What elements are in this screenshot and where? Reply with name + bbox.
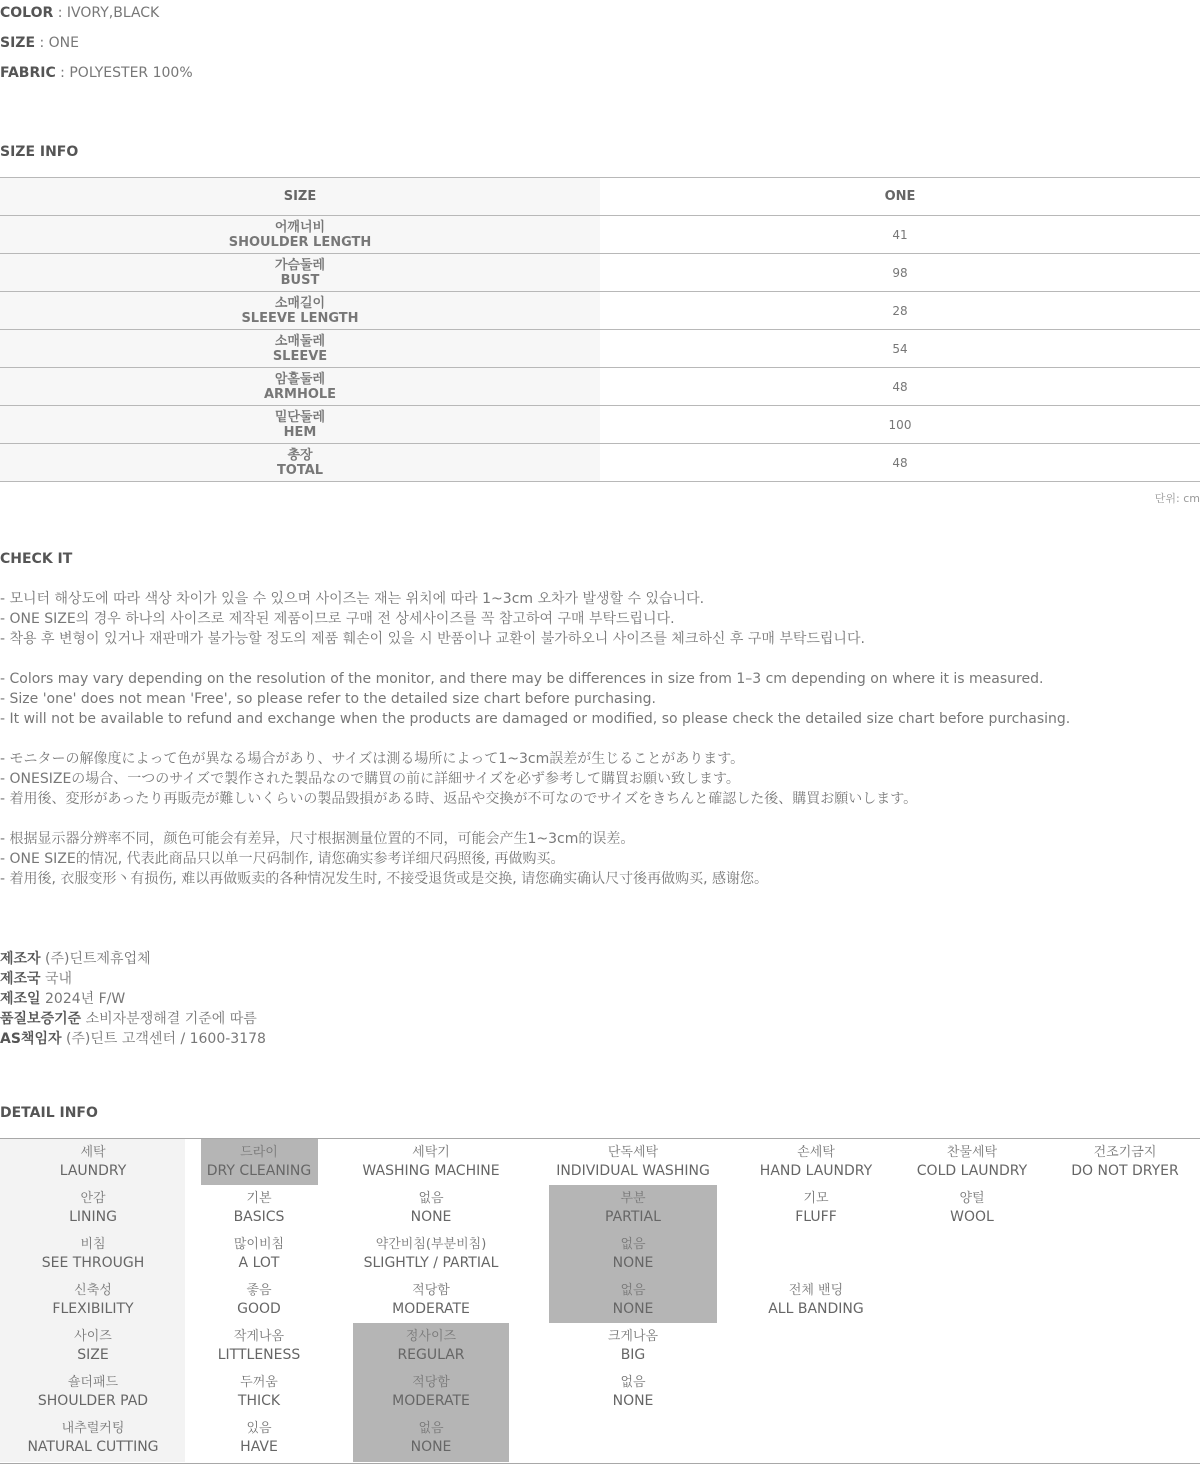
- row-label-ko: 어깨너비: [274, 219, 326, 235]
- detail-text-en: MODERATE: [392, 1393, 470, 1409]
- detail-option: [184, 1328, 334, 1364]
- check-line: - Colors may vary depending on the resolution of the monitor, and there may be differences in size from 1–3 cm depending on where it is measured.: [0, 671, 1044, 687]
- detail-option: [184, 1144, 334, 1180]
- detail-text-ko: 크게나옴: [607, 1329, 659, 1344]
- detail-option: [336, 1144, 526, 1180]
- unit-note: 단위: cm: [1154, 492, 1200, 505]
- detail-text-ko: 단독세탁: [607, 1145, 659, 1160]
- size-spec: [0, 34, 79, 52]
- date-value: 2024년 F/W: [40, 991, 126, 1007]
- detail-row-label: [1, 1236, 186, 1272]
- detail-row-label: [1, 1190, 186, 1226]
- check-line: - モニターの解像度によって色が異なる場合があり、サイズは測る場所によって1~3cm誤差が生じることがあります。: [0, 751, 745, 767]
- detail-row-label: [1, 1328, 186, 1364]
- detail-text-en: NONE: [410, 1439, 452, 1455]
- detail-text-ko: 숄더패드: [67, 1375, 119, 1390]
- color-label: COLOR: [0, 5, 54, 21]
- detail-option: [336, 1282, 526, 1318]
- detail-text-en: SHOULDER PAD: [37, 1393, 149, 1409]
- fabric-value: : POLYESTER 100%: [55, 65, 193, 81]
- detail-option: [1050, 1144, 1200, 1180]
- row-value: 54: [600, 330, 1200, 368]
- warranty-value: 소비자분쟁해결 기준에 따름: [81, 1011, 257, 1027]
- size-value: : ONE: [35, 35, 79, 51]
- check-line: - 着用後, 衣服变形丶有损伤, 难以再做贩卖的各种情况发生时, 不接受退货或是交换, 请您确实确认尺寸後再做购买, 感谢您。: [0, 871, 769, 887]
- check-line: - ONE SIZE의 경우 하나의 사이즈로 제작된 제품이므로 구매 전 상세사이즈를 꼭 참고하여 구매 부탁드립니다.: [0, 611, 675, 627]
- manufacturer-label: 제조자: [0, 951, 41, 967]
- detail-text-en: FLUFF: [795, 1209, 837, 1225]
- row-label: [0, 406, 600, 444]
- manufacturer-line: [0, 950, 151, 968]
- detail-text-en: HAVE: [240, 1439, 278, 1455]
- detail-text-ko: 적당함: [412, 1375, 450, 1390]
- row-value: 28: [600, 292, 1200, 330]
- detail-text-en: BIG: [620, 1347, 646, 1363]
- detail-text-ko: 세탁: [80, 1145, 106, 1160]
- detail-text-ko: 기모: [803, 1191, 829, 1206]
- country-value: 국내: [40, 971, 73, 987]
- detail-text-en: SIZE: [77, 1347, 109, 1363]
- row-label-en: SLEEVE LENGTH: [241, 310, 359, 326]
- detail-text-en: REGULAR: [397, 1347, 465, 1363]
- detail-text-en: THICK: [237, 1393, 281, 1409]
- fabric-label: FABRIC: [0, 65, 56, 81]
- row-label-en: ARMHOLE: [263, 386, 337, 402]
- detail-text-ko: 안감: [80, 1191, 106, 1206]
- detail-option: [336, 1236, 526, 1272]
- table-row: [0, 216, 1200, 254]
- detail-info-title: DETAIL INFO: [0, 1105, 98, 1121]
- detail-option: [892, 1190, 1052, 1226]
- detail-text-ko: 드라이: [240, 1145, 278, 1160]
- size-info-title: SIZE INFO: [0, 144, 79, 160]
- detail-text-ko: 적당함: [412, 1283, 450, 1298]
- detail-option: [538, 1190, 728, 1226]
- detail-text-en: NONE: [612, 1255, 654, 1271]
- row-label: [0, 444, 600, 482]
- detail-text-ko: 없음: [418, 1421, 444, 1436]
- row-value: 48: [600, 444, 1200, 482]
- detail-row-label: [1, 1144, 186, 1180]
- fabric-spec: [0, 64, 193, 82]
- detail-text-en: LAUNDRY: [59, 1163, 127, 1179]
- row-value: 100: [600, 406, 1200, 444]
- detail-option: [736, 1144, 896, 1180]
- detail-text-en: DO NOT DRYER: [1071, 1163, 1179, 1179]
- table-row: [0, 254, 1200, 292]
- as-label: AS책임자: [0, 1031, 62, 1047]
- date-label: 제조일: [0, 991, 41, 1007]
- detail-text-en: SLIGHTLY / PARTIAL: [363, 1255, 499, 1271]
- manufacturer-value: (주)딘트제휴업체: [40, 951, 151, 967]
- detail-option: [538, 1328, 728, 1364]
- detail-option: [538, 1144, 728, 1180]
- detail-text-ko: 좋음: [246, 1283, 272, 1298]
- detail-text-en: FLEXIBILITY: [52, 1301, 134, 1317]
- detail-text-ko: 많이비침: [233, 1237, 285, 1252]
- row-label: [0, 254, 600, 292]
- detail-text-en: DRY CLEANING: [206, 1163, 312, 1179]
- detail-text-en: LINING: [69, 1209, 117, 1225]
- detail-text-en: BASICS: [233, 1209, 285, 1225]
- detail-option: [184, 1420, 334, 1456]
- detail-text-en: MODERATE: [392, 1301, 470, 1317]
- detail-text-ko: 비침: [80, 1237, 106, 1252]
- detail-text-en: NONE: [612, 1301, 654, 1317]
- row-label-ko: 암홀둘레: [274, 371, 326, 387]
- one-header-cell: ONE: [600, 178, 1200, 216]
- detail-option: [184, 1282, 334, 1318]
- detail-text-en: COLD LAUNDRY: [916, 1163, 1028, 1179]
- detail-text-en: WASHING MACHINE: [362, 1163, 500, 1179]
- detail-text-en: SEE THROUGH: [41, 1255, 145, 1271]
- detail-option: [336, 1190, 526, 1226]
- row-label-ko: 가슴둘레: [274, 257, 326, 273]
- detail-text-ko: 전체 밴딩: [788, 1283, 844, 1298]
- detail-text-ko: 작게나옴: [233, 1329, 285, 1344]
- detail-option: [736, 1282, 896, 1318]
- detail-text-en: NATURAL CUTTING: [27, 1439, 159, 1455]
- row-value: 41: [600, 216, 1200, 254]
- detail-text-ko: 세탁기: [412, 1145, 450, 1160]
- check-line: - 착용 후 변형이 있거나 재판매가 불가능할 정도의 제품 훼손이 있을 시 반품이나 교환이 불가하오니 사이즈를 체크하신 후 구매 부탁드립니다.: [0, 631, 865, 647]
- detail-text-ko: 있음: [246, 1421, 272, 1436]
- row-label-en: TOTAL: [276, 462, 324, 478]
- detail-text-en: INDIVIDUAL WASHING: [556, 1163, 710, 1179]
- detail-text-ko: 약간비침(부분비침): [375, 1237, 487, 1252]
- detail-text-en: HAND LAUNDRY: [759, 1163, 873, 1179]
- check-line: - 着用後、変形があったり再販売が難しいくらいの製品毀損がある時、返品や交換が不可なのでサイズをきちんと確認した後、購買お願いします。: [0, 791, 918, 807]
- detail-option: [336, 1420, 526, 1456]
- detail-text-ko: 기본: [246, 1191, 272, 1206]
- row-label-en: BUST: [280, 272, 320, 288]
- detail-text-ko: 없음: [620, 1375, 646, 1390]
- country-line: [0, 970, 72, 988]
- check-line: - Size 'one' does not mean 'Free', so please refer to the detailed size chart before purchasing.: [0, 691, 656, 707]
- detail-text-ko: 손세탁: [797, 1145, 835, 1160]
- detail-option: [538, 1236, 728, 1272]
- detail-text-en: ALL BANDING: [768, 1301, 864, 1317]
- size-table: [0, 177, 1200, 482]
- row-label-en: SHOULDER LENGTH: [228, 234, 372, 250]
- row-label-ko: 밑단둘레: [274, 409, 326, 425]
- date-line: [0, 990, 125, 1008]
- check-line: - ONE SIZE的情况, 代表此商品只以单一尺码制作, 请您确实参考详细尺码照後, 再做购买。: [0, 851, 565, 867]
- table-row: [0, 444, 1200, 482]
- row-label-ko: 소매길이: [274, 295, 326, 311]
- detail-text-ko: 찬물세탁: [946, 1145, 998, 1160]
- detail-text-ko: 없음: [620, 1283, 646, 1298]
- row-value: 98: [600, 254, 1200, 292]
- table-row: [0, 292, 1200, 330]
- detail-text-en: NONE: [410, 1209, 452, 1225]
- check-line: - ONESIZEの場合、一つのサイズで製作された製品なので購買の前に詳細サイズを必ず参考して購買お願い致します。: [0, 771, 740, 787]
- row-label: [0, 292, 600, 330]
- detail-option: [538, 1282, 728, 1318]
- size-label: SIZE: [0, 35, 36, 51]
- row-label-ko: 소매둘레: [274, 333, 326, 349]
- detail-text-ko: 내추럴커팅: [61, 1421, 125, 1436]
- detail-text-en: A LOT: [238, 1255, 280, 1271]
- detail-option: [336, 1328, 526, 1364]
- warranty-line: [0, 1010, 257, 1028]
- detail-row-label: [1, 1420, 186, 1456]
- row-label: [0, 330, 600, 368]
- detail-row-label: [1, 1374, 186, 1410]
- table-row: [0, 368, 1200, 406]
- detail-row-label: [1, 1282, 186, 1318]
- detail-text-ko: 사이즈: [74, 1329, 112, 1344]
- detail-grid: [0, 1138, 1200, 1464]
- detail-text-ko: 부분: [620, 1191, 646, 1206]
- detail-text-en: GOOD: [237, 1301, 281, 1317]
- detail-text-en: NONE: [612, 1393, 654, 1409]
- row-label: [0, 368, 600, 406]
- detail-text-en: WOOL: [950, 1209, 994, 1225]
- detail-text-en: LITTLENESS: [217, 1347, 301, 1363]
- detail-option: [184, 1374, 334, 1410]
- row-label: [0, 216, 600, 254]
- detail-text-en: PARTIAL: [605, 1209, 661, 1225]
- check-it-title: CHECK IT: [0, 551, 73, 567]
- detail-text-ko: 양털: [959, 1191, 985, 1206]
- color-spec: [0, 4, 159, 22]
- detail-text-ko: 신축성: [74, 1283, 112, 1298]
- detail-option: [336, 1374, 526, 1410]
- detail-option: [184, 1236, 334, 1272]
- detail-text-ko: 정사이즈: [405, 1329, 457, 1344]
- detail-option: [184, 1190, 334, 1226]
- check-line: - 根据显示器分辨率不同，颜色可能会有差异，尺寸根据测量位置的不同，可能会产生1~3cm的误差。: [0, 831, 635, 847]
- size-table-header: [0, 178, 1200, 216]
- country-label: 제조국: [0, 971, 41, 987]
- detail-option: [892, 1144, 1052, 1180]
- as-line: [0, 1030, 266, 1048]
- color-value: : IVORY,BLACK: [53, 5, 160, 21]
- size-header-cell: SIZE: [0, 178, 600, 216]
- detail-text-ko: 없음: [418, 1191, 444, 1206]
- row-label-en: SLEEVE: [272, 348, 328, 364]
- row-label-ko: 총장: [287, 447, 313, 463]
- detail-option: [538, 1374, 728, 1410]
- check-line: - It will not be available to refund and exchange when the products are damaged or modified, so please check the detailed size chart before purchasing.: [0, 711, 1071, 727]
- detail-text-ko: 두꺼움: [240, 1375, 278, 1390]
- detail-text-ko: 건조기금지: [1093, 1145, 1157, 1160]
- warranty-label: 품질보증기준: [0, 1011, 82, 1027]
- detail-option: [736, 1190, 896, 1226]
- row-label-en: HEM: [283, 424, 317, 440]
- detail-text-ko: 없음: [620, 1237, 646, 1252]
- check-line: - 모니터 해상도에 따라 색상 차이가 있을 수 있으며 사이즈는 재는 위치에 따라 1~3cm 오차가 발생할 수 있습니다.: [0, 591, 705, 607]
- table-row: [0, 330, 1200, 368]
- as-value: (주)딘트 고객센터 / 1600-3178: [61, 1031, 266, 1047]
- row-value: 48: [600, 368, 1200, 406]
- table-row: [0, 406, 1200, 444]
